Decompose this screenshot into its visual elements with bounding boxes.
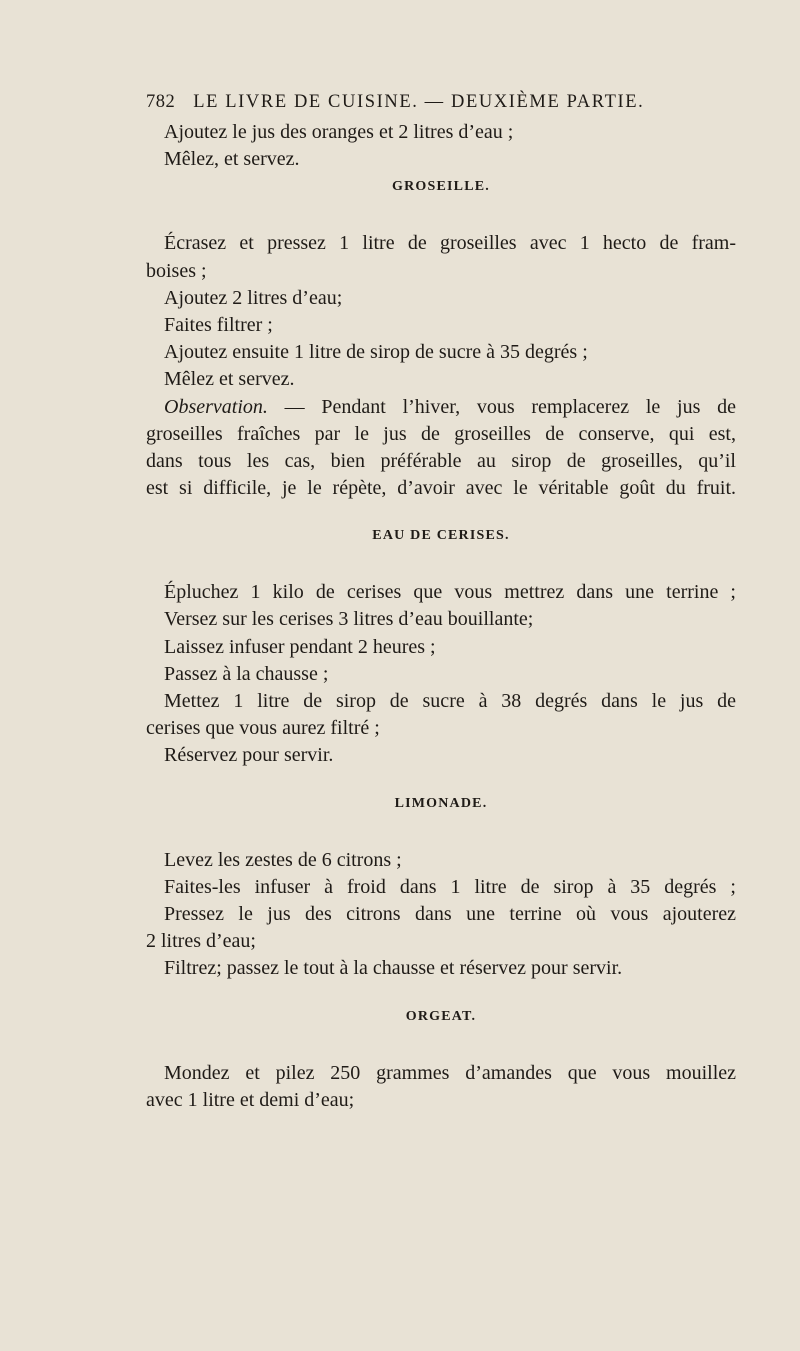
paragraph-line: Ajoutez 2 litres d’eau; [164, 286, 343, 309]
section-title-limonade: LIMONADE. [394, 795, 488, 811]
paragraph-line: Laissez infuser pendant 2 heures ; [164, 635, 436, 658]
page-number: 782 [146, 92, 176, 112]
paragraph-line: groseilles fraîches par le jus de groseilles de conserve, qui est, [146, 422, 736, 445]
paragraph-line: avec 1 litre et demi d’eau; [146, 1088, 355, 1111]
paragraph-line: Levez les zestes de 6 citrons ; [164, 848, 402, 871]
paragraph-line: Versez sur les cerises 3 litres d’eau bouillante; [164, 608, 534, 631]
paragraph-line: Pressez le jus des citrons dans une terrine où vous ajouterez [164, 902, 736, 925]
observation-label: Observation. [164, 395, 268, 418]
paragraph-line: Ajoutez le jus des oranges et 2 litres d’eau ; [164, 121, 514, 143]
observation-text: — Pendant l’hiver, vous remplacerez le jus de [267, 395, 736, 418]
paragraph-line: Mêlez, et servez. [164, 148, 300, 171]
paragraph-line: boises ; [146, 259, 207, 282]
observation-line [146, 394, 736, 421]
paragraph-line: Réservez pour servir. [164, 744, 334, 767]
section-title-eau-de-cerises: EAU DE CERISES. [372, 528, 510, 544]
paragraph-line: 2 litres d’eau; [146, 930, 256, 953]
paragraph-line: Mondez et pilez 250 grammes d’amandes que vous mouillez [164, 1061, 736, 1084]
page-body [146, 119, 736, 1114]
paragraph-line: Écrasez et pressez 1 litre de groseilles avec 1 hecto de fram- [164, 232, 736, 255]
paragraph-line: Mettez 1 litre de sirop de sucre à 38 degrés dans le jus de [164, 690, 736, 712]
running-title: LE LIVRE DE CUISINE. — DEUXIÈME PARTIE. [193, 92, 645, 112]
paragraph-line: Filtrez; passez le tout à la chausse et réservez pour servir. [164, 957, 623, 980]
paragraph-line: Mêlez et servez. [164, 368, 295, 391]
paragraph-line: Faites filtrer ; [164, 313, 273, 336]
paragraph-line: dans tous les cas, bien préférable au sirop de groseilles, qu’il [146, 449, 736, 472]
paragraph-line: Ajoutez ensuite 1 litre de sirop de sucre à 35 degrés ; [164, 341, 588, 364]
section-title-orgeat: ORGEAT. [405, 1008, 477, 1024]
section-title-groseille: GROSEILLE. [392, 179, 490, 195]
paragraph-line: Faites-les infuser à froid dans 1 litre de sirop à 35 degrés ; [164, 875, 736, 898]
paragraph-line: cerises que vous aurez filtré ; [146, 717, 380, 740]
running-header [146, 92, 674, 113]
paragraph-line: est si difficile, je le répète, d’avoir avec le véritable goût du fruit. [146, 477, 736, 500]
paragraph-line: Passez à la chausse ; [164, 662, 329, 685]
paragraph-line: Épluchez 1 kilo de cerises que vous mettrez dans une terrine ; [164, 581, 736, 604]
